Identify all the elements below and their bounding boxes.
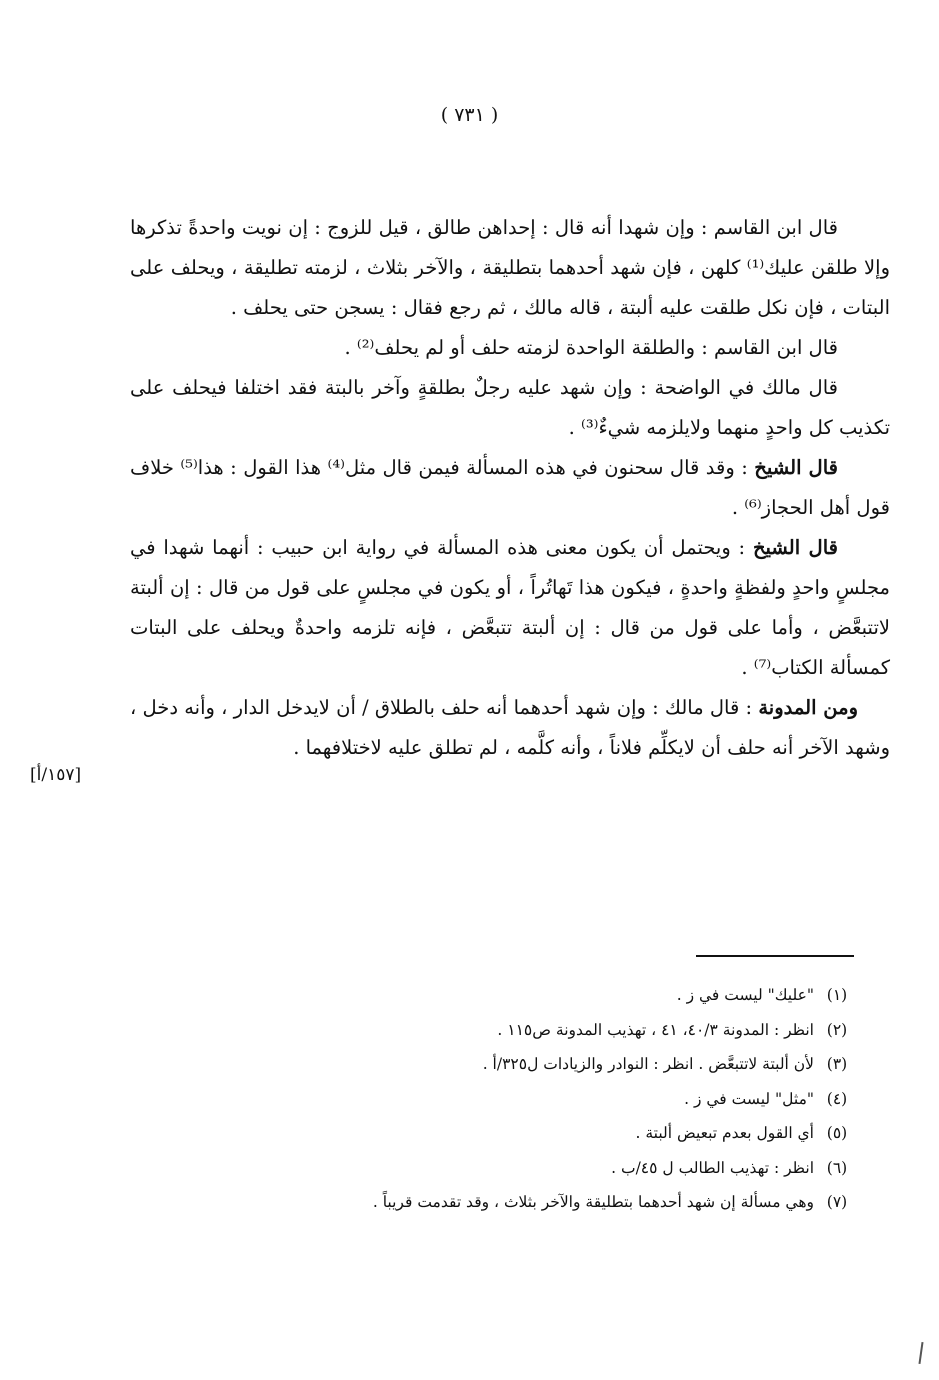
footnote-text: انظر : المدونة ٤٠/٣، ٤١ ، تهذيب المدونة ص١١٥ .: [497, 1020, 814, 1039]
paragraph-text: قال ابن القاسم : وإن شهدا أنه قال : إحداهن طالق ، قيل للزوج : إن نويت واحدةً تذكرها وإلا طلقن عليك⁽¹⁾ كلهن ، فإن شهد أحدهما بتطليقة ، والآخر بثلاث ، لزمته تطليقة ، ويحلف على البتات ، فإن نكل طلقت عليه ألبتة ، قاله مالك ، ثم رجع فقال : يسجن حتى يحلف .: [130, 216, 890, 319]
paragraph-text: : ويحتمل أن يكون معنى هذه المسألة في رواية ابن حبيب : أنهما شهدا في مجلسٍ واحدٍ ولفظةٍ واحدةٍ ، فيكون هذا تَهاتُراً ، أو يكون في مجلسٍ على قول من قال : إن ألبتة لاتتبعَّض ، وأما على قول من قال : إن ألبتة تتبعَّض ، فإنه تلزمه واحدةٌ ويحلف على البتات كمسألة الكتاب⁽⁷⁾ .: [130, 536, 890, 679]
footnote-text: وهي مسألة إن شهد أحدهما بتطليقة والآخر بثلاث ، وقد تقدمت قريباً .: [372, 1193, 814, 1212]
footnote: [250, 1185, 860, 1220]
footnote-text: أي القول بعدم تبعيض ألبتة .: [635, 1124, 814, 1143]
paragraph-5: [130, 528, 890, 688]
footnote-number: (٤): [826, 1089, 848, 1108]
footnote-divider: [696, 955, 854, 957]
footnote-text: "عليك" ليست في ز .: [676, 986, 814, 1005]
paragraph-3: [130, 368, 890, 448]
paragraph-6: [130, 688, 890, 768]
footnote-text: "مثل" ليست في ز .: [684, 1089, 814, 1108]
paragraph-lead: قال الشيخ: [752, 536, 838, 559]
paragraph-1: [130, 208, 890, 328]
footnote-number: (٧): [826, 1193, 848, 1212]
page-number: ( ٧٣١ ): [440, 104, 499, 126]
footnote: [250, 1013, 860, 1048]
paragraph-text: قال ابن القاسم : والطلقة الواحدة لزمته حلف أو لم يحلف⁽²⁾ .: [344, 336, 838, 359]
footnote-text: انظر : تهذيب الطالب ل ٤٥/ب .: [611, 1158, 814, 1177]
paragraph-4: [130, 448, 890, 528]
manuscript-folio-reference: [١٥٧/أ]: [30, 765, 82, 785]
main-text: [130, 208, 890, 768]
paragraph-text: قال مالك في الواضحة : وإن شهد عليه رجلٌ بطلقةٍ وآخر بالبتة فقد اختلفا فيحلف على تكذيب كل واحدٍ منهما ولايلزمه شيءٌ⁽³⁾ .: [130, 376, 890, 439]
paragraph-lead: ومن المدونة: [758, 696, 859, 719]
footnote-number: (١): [826, 986, 848, 1005]
footnote-number: (٣): [826, 1055, 848, 1074]
paragraph-text: : قال مالك : وإن شهد أحدهما أنه حلف بالطلاق / أن لايدخل الدار ، وأنه دخل ، وشهد الآخر أنه حلف أن لايكلِّم فلاناً ، وأنه كلَّمه ، لم تطلق عليه لاختلافهما .: [130, 696, 890, 759]
scan-mark: [918, 1342, 923, 1364]
footnote-text: لأن ألبتة لاتتبعَّض . انظر : النوادر والزيادات ل٣٢٥/أ .: [482, 1055, 814, 1074]
footnotes-list: [250, 978, 860, 1220]
footnote: [250, 978, 860, 1013]
footnote: [250, 1116, 860, 1151]
footnote-number: (٢): [826, 1020, 848, 1039]
footnote-number: (٥): [826, 1124, 848, 1143]
paragraph-text: : وقد قال سحنون في هذه المسألة فيمن قال مثل⁽⁴⁾ هذا القول : هذا⁽⁵⁾ خلاف قول أهل الحجاز⁽⁶⁾ .: [130, 456, 890, 519]
footnote: [250, 1082, 860, 1117]
footnote: [250, 1151, 860, 1186]
footnote: [250, 1047, 860, 1082]
paragraph-lead: قال الشيخ: [754, 456, 838, 479]
paragraph-2: [130, 328, 890, 368]
footnote-number: (٦): [826, 1158, 848, 1177]
